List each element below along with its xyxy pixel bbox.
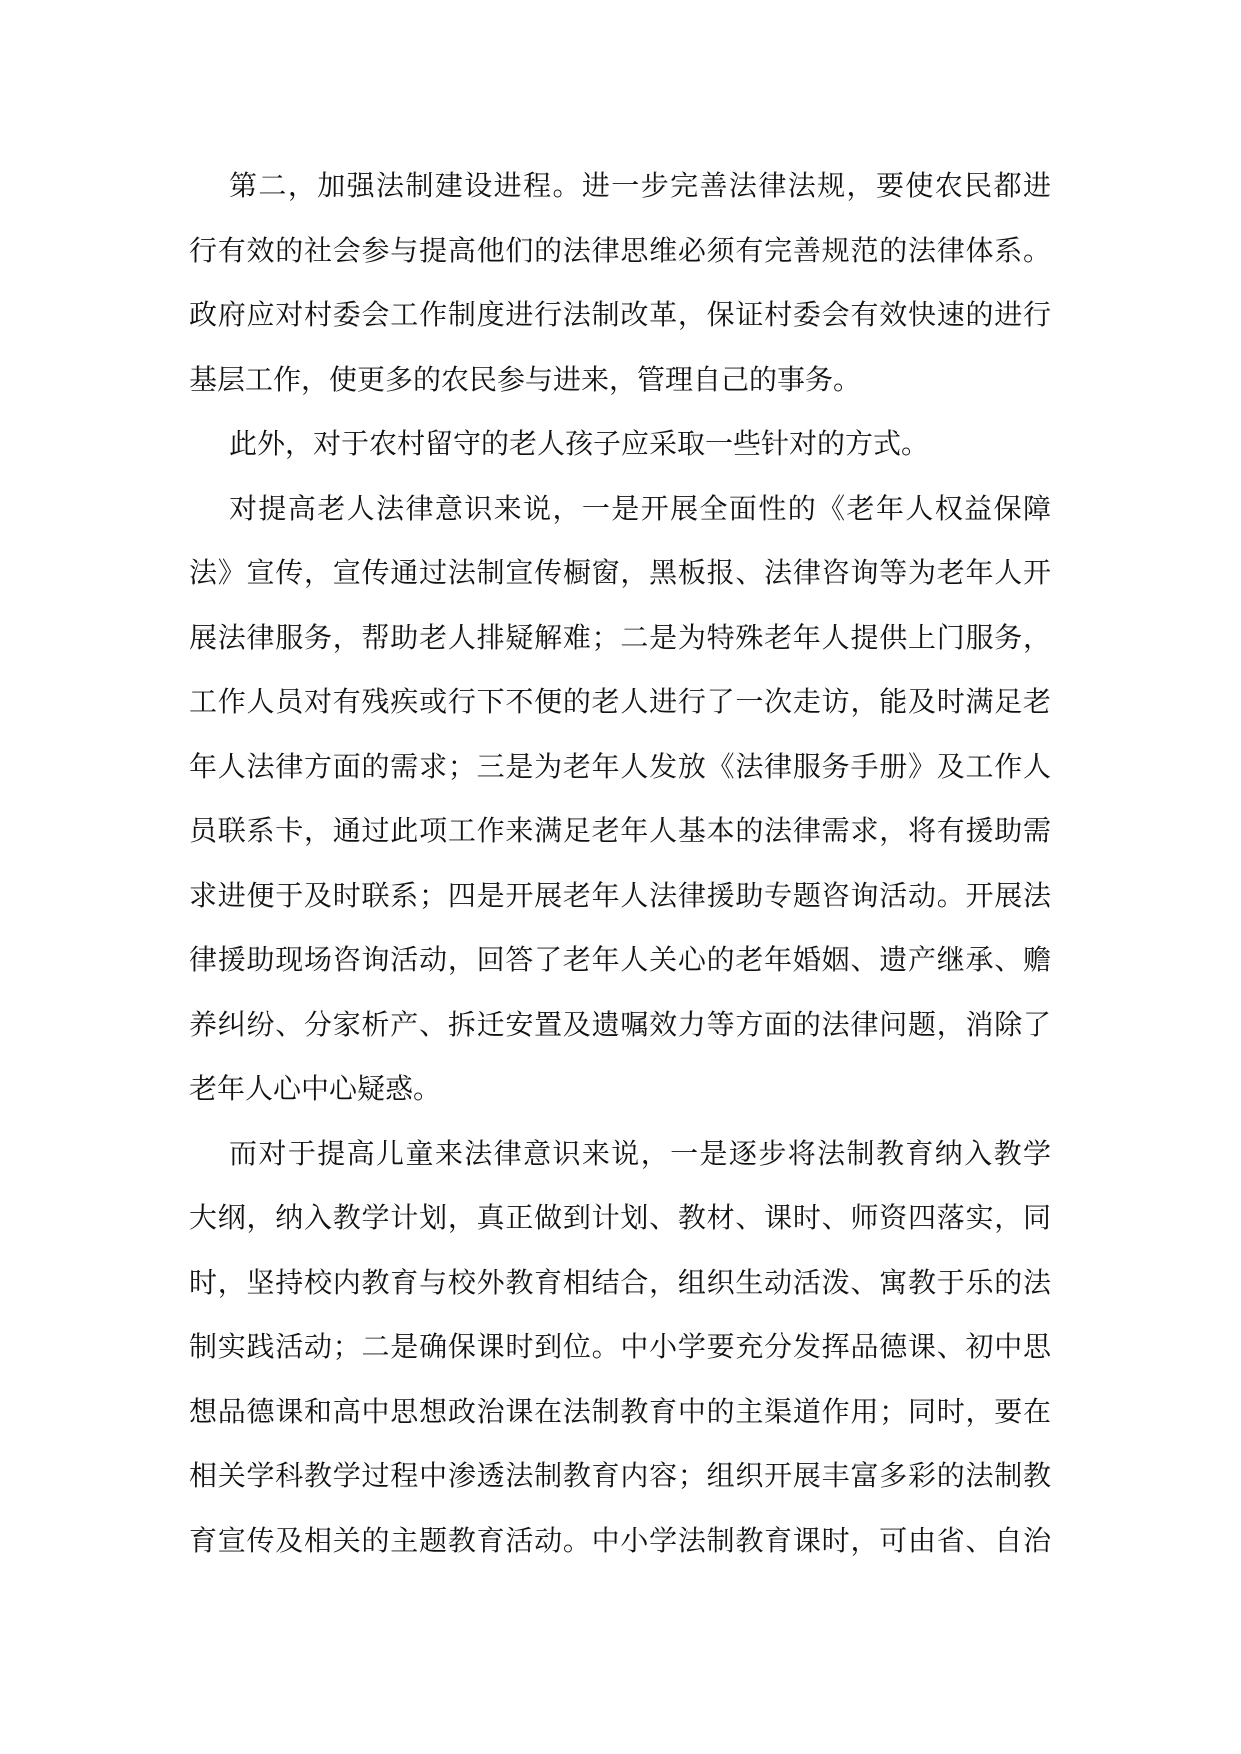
paragraph-line: 展法律服务，帮助老人排疑解难；二是为特殊老年人提供上门服务， (189, 620, 1051, 654)
paragraph-line: 养纠纷、分家析产、拆迁安置及遗嘱效力等方面的法律问题，消除了 (189, 1007, 1051, 1041)
paragraph-line: 而对于提高儿童来法律意识来说，一是逐步将法制教育纳入教学 (229, 1136, 1051, 1170)
body-text (189, 154, 1051, 1573)
paragraph-line: 对提高老人法律意识来说，一是开展全面性的《老年人权益保障 (229, 491, 1051, 525)
paragraph-line: 年人法律方面的需求；三是为老年人发放《法律服务手册》及工作人 (189, 749, 1051, 783)
paragraph-line: 第二，加强法制建设进程。进一步完善法律法规，要使农民都进 (229, 169, 1051, 202)
paragraph-line: 制实践活动；二是确保课时到位。中小学要充分发挥品德课、初中思 (189, 1330, 1051, 1363)
paragraph-line: 工作人员对有残疾或行下不便的老人进行了一次走访，能及时满足老 (189, 685, 1051, 718)
paragraph-line: 行有效的社会参与提高他们的法律思维必须有完善规范的法律体系。 (189, 233, 1051, 267)
paragraph-line: 老年人心中心疑惑。 (189, 1072, 442, 1105)
paragraph-line: 员联系卡，通过此项工作来满足老年人基本的法律需求，将有援助需 (189, 814, 1051, 847)
paragraph-line: 基层工作，使更多的农民参与进来，管理自己的事务。 (189, 362, 862, 396)
paragraph-line: 想品德课和高中思想政治课在法制教育中的主渠道作用；同时，要在 (189, 1394, 1051, 1428)
paragraph-line: 法》宣传，宣传通过法制宣传橱窗，黑板报、法律咨询等为老年人开 (189, 556, 1051, 589)
paragraph-line: 律援助现场咨询活动，回答了老年人关心的老年婚姻、遗产继承、赡 (189, 943, 1051, 976)
paragraph-line: 求进便于及时联系；四是开展老年人法律援助专题咨询活动。开展法 (189, 878, 1051, 912)
paragraph-line: 相关学科教学过程中渗透法制教育内容；组织开展丰富多彩的法制教 (189, 1459, 1051, 1492)
paragraph-line: 育宣传及相关的主题教育活动。中小学法制教育课时，可由省、自治 (189, 1523, 1051, 1557)
paragraph-line: 此外，对于农村留守的老人孩子应采取一些针对的方式。 (229, 427, 930, 460)
paragraph-line: 大纲，纳入教学计划，真正做到计划、教材、课时、师资四落实，同 (189, 1201, 1051, 1234)
paragraph-line: 政府应对村委会工作制度进行法制改革，保证村委会有效快速的进行 (189, 298, 1051, 331)
paragraph-line: 时，坚持校内教育与校外教育相结合，组织生动活泼、寓教于乐的法 (189, 1265, 1051, 1299)
